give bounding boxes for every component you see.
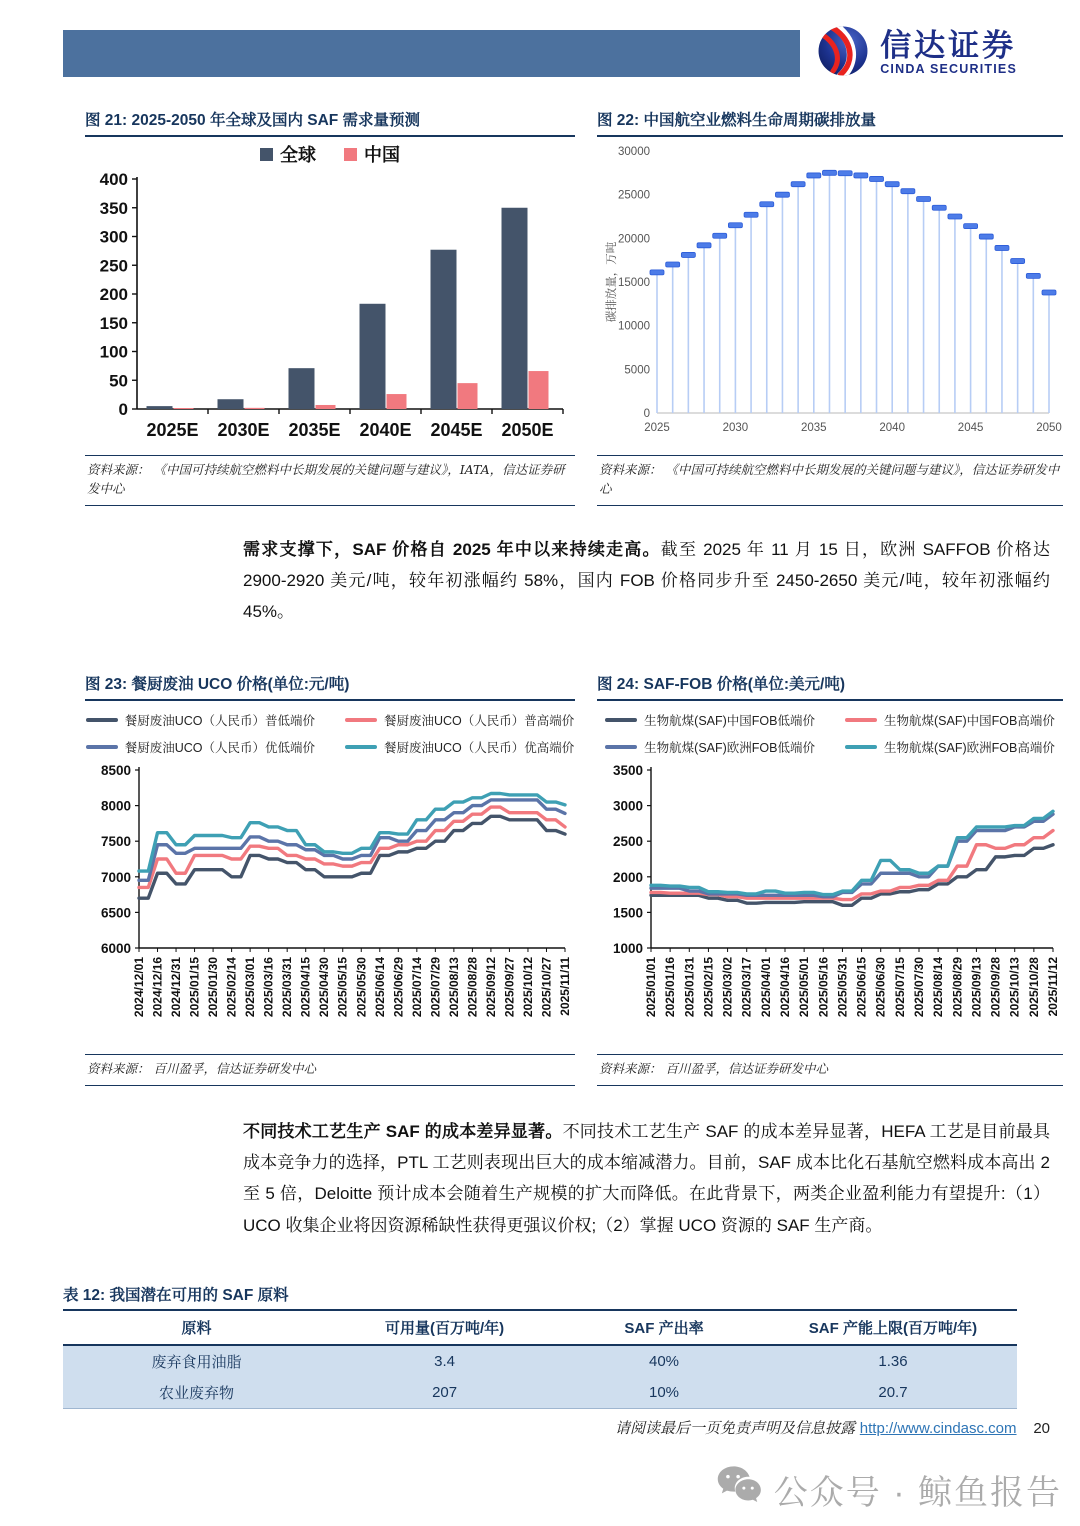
column-header: 原料 (63, 1311, 330, 1345)
paragraph-lead: 不同技术工艺生产 SAF 的成本差异显著。 (243, 1121, 563, 1141)
svg-text:2025/03/16: 2025/03/16 (261, 956, 276, 1017)
legend-label: 生物航煤(SAF)中国FOB低端价 (644, 713, 815, 728)
svg-text:碳排放量，万吨: 碳排放量，万吨 (606, 241, 618, 323)
svg-text:2025/07/30: 2025/07/30 (912, 956, 926, 1017)
wechat-icon (716, 1464, 762, 1515)
report-page (0, 26, 1080, 1526)
svg-text:150: 150 (99, 313, 128, 333)
legend-item (605, 711, 815, 729)
legend-item (845, 738, 1055, 756)
svg-text:2025/03/17: 2025/03/17 (739, 956, 754, 1017)
svg-text:2500: 2500 (612, 834, 643, 850)
column-header: SAF 产能上限(百万吨/年) (769, 1311, 1017, 1345)
brand-name-en: CINDA SECURITIES (880, 61, 1017, 76)
svg-text:20000: 20000 (618, 233, 650, 246)
legend-item (344, 141, 400, 167)
figure-21-legend (85, 139, 575, 169)
svg-text:2025/09/13: 2025/09/13 (969, 956, 984, 1017)
figure-row-2 (85, 672, 1063, 1086)
svg-text:2025/10/28: 2025/10/28 (1026, 956, 1041, 1017)
table-12-grid (63, 1311, 1017, 1409)
svg-text:2025/05/31: 2025/05/31 (835, 956, 850, 1017)
legend-label: 中国 (364, 145, 400, 165)
legend-item (260, 141, 316, 167)
figure-22-chart (597, 137, 1063, 453)
svg-text:2025/07/15: 2025/07/15 (892, 956, 907, 1017)
svg-text:5000: 5000 (624, 364, 650, 377)
svg-text:2025/08/14: 2025/08/14 (931, 956, 946, 1017)
table-cell: 20.7 (769, 1377, 1017, 1409)
svg-text:2025/01/30: 2025/01/30 (206, 956, 221, 1017)
legend-swatch (845, 745, 877, 749)
svg-text:2050E: 2050E (501, 420, 554, 440)
svg-text:2000: 2000 (612, 869, 643, 885)
figure-23-source: 资料来源： 百川盈孚，信达证券研发中心 (85, 1054, 575, 1086)
figure-21-title: 图 21: 2025-2050 年全球及国内 SAF 需求量预测 (85, 108, 575, 137)
table-12-title: 表 12: 我国潜在可用的 SAF 原料 (63, 1283, 1017, 1311)
svg-text:2025/07/14: 2025/07/14 (409, 956, 424, 1017)
figure-24-legend (597, 701, 1063, 762)
svg-text:2025/03/01: 2025/03/01 (243, 956, 258, 1017)
svg-text:2025/03/31: 2025/03/31 (280, 956, 295, 1017)
svg-text:2024/12/16: 2024/12/16 (150, 956, 165, 1017)
svg-text:2025/05/15: 2025/05/15 (335, 956, 350, 1017)
legend-swatch (345, 745, 377, 749)
svg-text:8000: 8000 (100, 798, 131, 814)
svg-text:2025/10/13: 2025/10/13 (1007, 956, 1022, 1017)
table-cell: 废弃食用油脂 (63, 1345, 330, 1377)
svg-text:2025/01/15: 2025/01/15 (187, 956, 202, 1017)
legend-swatch (845, 718, 877, 722)
figure-21-panel (85, 108, 575, 506)
legend-item (605, 738, 815, 756)
legend-swatch (605, 718, 637, 722)
svg-text:2025/11/11: 2025/11/11 (558, 956, 572, 1016)
figure-22-title: 图 22: 中国航空业燃料生命周期碳排放量 (597, 108, 1063, 137)
table-row (63, 1345, 1017, 1377)
figure-row-1 (85, 108, 1063, 506)
legend-swatch (86, 745, 118, 749)
svg-text:2035E: 2035E (288, 420, 341, 440)
paragraph-body: 不同技术工艺生产 SAF 的成本差异显著，HEFA 工艺是目前最具成本竞争力的选择，PTL 工艺则表现出巨大的成本缩减潜力。目前，SAF 成本比化石基航空燃料成本高出 2 至 5 倍，Deloitte 预计成本会随着生产规模的扩大而降低。在此背景下，两类企业盈利能力有望提升:（1）UCO 收集企业将因资源稀缺性获得更强议价权;（2）掌握 UCO 资源的 SAF 生产商。 (243, 1121, 1050, 1235)
page-footer (63, 1417, 1050, 1438)
legend-swatch (86, 718, 118, 722)
table-cell: 农业废弃物 (63, 1377, 330, 1409)
svg-text:2040: 2040 (879, 422, 905, 434)
svg-text:350: 350 (99, 198, 128, 218)
legend-item (845, 711, 1055, 729)
figure-21-source: 资料来源： 《中国可持续航空燃料中长期发展的关键问题与建议》，IATA，信达证券研发中心 (85, 455, 575, 506)
legend-item (86, 738, 315, 756)
legend-label: 生物航煤(SAF)欧洲FOB低端价 (644, 740, 815, 755)
svg-text:8500: 8500 (100, 762, 131, 778)
column-header: 可用量(百万吨/年) (330, 1311, 559, 1345)
figure-24-chart (597, 762, 1063, 1054)
svg-text:2025/04/16: 2025/04/16 (778, 956, 792, 1017)
svg-text:2025/05/30: 2025/05/30 (354, 956, 369, 1017)
legend-label: 生物航煤(SAF)中国FOB高端价 (884, 713, 1055, 728)
svg-text:3000: 3000 (612, 798, 643, 814)
svg-text:2025/01/01: 2025/01/01 (644, 956, 658, 1017)
svg-text:300: 300 (99, 227, 128, 247)
legend-swatch (605, 745, 637, 749)
svg-text:2045E: 2045E (430, 420, 483, 440)
svg-text:2025/03/02: 2025/03/02 (720, 956, 735, 1017)
watermark (63, 1464, 1062, 1515)
legend-label: 餐厨废油UCO（人民币）普高端价 (384, 713, 575, 728)
brand-name-cn: 信达证券 (880, 28, 1017, 64)
paragraph-body: 截至 2025 年 11 月 15 日，欧洲 SAFFOB 价格达 2900-2920 美元/吨，较年初涨幅约 58%，国内 FOB 价格同步升至 2450-2650 美元/吨，较年初涨幅约 45%。 (243, 539, 1050, 622)
legend-label: 生物航煤(SAF)欧洲FOB高端价 (884, 740, 1055, 755)
svg-text:2025/02/14: 2025/02/14 (224, 956, 239, 1017)
svg-text:2024/12/31: 2024/12/31 (169, 956, 184, 1017)
svg-text:2030E: 2030E (217, 420, 270, 440)
svg-text:2025/09/12: 2025/09/12 (483, 956, 498, 1017)
svg-text:15000: 15000 (618, 277, 650, 289)
figure-23-legend (85, 701, 575, 762)
figure-23-chart (85, 762, 575, 1054)
paragraph-lead: 需求支撑下，SAF 价格自 2025 年中以来持续走高。 (243, 539, 661, 559)
footer-disclaimer: 请阅读最后一页免责声明及信息披露 (615, 1419, 856, 1438)
svg-text:7000: 7000 (100, 869, 131, 885)
svg-text:2024/12/01: 2024/12/01 (132, 956, 146, 1017)
svg-text:100: 100 (99, 342, 128, 362)
svg-text:2025/01/16: 2025/01/16 (663, 956, 678, 1017)
legend-label: 餐厨废油UCO（人民币）优低端价 (124, 740, 315, 755)
svg-text:2025/08/29: 2025/08/29 (950, 956, 965, 1017)
svg-text:2025/07/29: 2025/07/29 (428, 956, 443, 1017)
table-cell: 40% (559, 1345, 769, 1377)
svg-text:2025/06/29: 2025/06/29 (391, 956, 406, 1017)
svg-text:1500: 1500 (612, 905, 643, 921)
watermark-text: 公众号 · 鲸鱼报告 (773, 1474, 1062, 1513)
svg-text:400: 400 (99, 170, 128, 189)
figure-23-panel (85, 672, 575, 1086)
legend-label: 全球 (280, 145, 316, 165)
svg-text:2025/10/27: 2025/10/27 (539, 956, 554, 1017)
svg-text:2025/04/01: 2025/04/01 (758, 956, 773, 1017)
svg-text:2025/02/15: 2025/02/15 (701, 956, 716, 1017)
svg-text:3500: 3500 (612, 762, 643, 778)
svg-text:2030: 2030 (722, 422, 749, 434)
legend-swatch (345, 718, 377, 722)
figure-22-panel (597, 108, 1063, 506)
figure-24-source: 资料来源： 百川盈孚，信达证券研发中心 (597, 1054, 1063, 1086)
figure-21-chart (85, 169, 575, 455)
svg-text:250: 250 (99, 256, 128, 276)
table-cell: 207 (330, 1377, 559, 1409)
figure-22-source: 资料来源： 《中国可持续航空燃料中长期发展的关键问题与建议》，信达证券研发中心 (597, 455, 1063, 506)
brand-logo (800, 24, 1017, 83)
table-header-row (63, 1311, 1017, 1345)
figure-23-title: 图 23: 餐厨废油 UCO 价格(单位:元/吨) (85, 672, 575, 701)
svg-text:2025/11/12: 2025/11/12 (1046, 956, 1060, 1017)
legend-label: 餐厨废油UCO（人民币）普低端价 (124, 713, 315, 728)
paragraph-saf-cost (243, 1116, 1050, 1242)
svg-text:25000: 25000 (618, 189, 650, 202)
figure-24-panel (597, 672, 1063, 1086)
svg-text:2025/09/27: 2025/09/27 (502, 956, 517, 1017)
svg-text:2025/09/28: 2025/09/28 (988, 956, 1003, 1017)
svg-text:2025/06/14: 2025/06/14 (372, 956, 387, 1017)
svg-text:1000: 1000 (612, 940, 643, 956)
svg-text:30000: 30000 (618, 146, 650, 158)
legend-label: 餐厨废油UCO（人民币）优高端价 (384, 740, 575, 755)
svg-text:2025/04/30: 2025/04/30 (317, 956, 332, 1017)
svg-text:2025/05/01: 2025/05/01 (797, 956, 812, 1017)
legend-item (86, 711, 315, 729)
paragraph-saf-price (243, 534, 1050, 628)
page-header (63, 26, 1017, 80)
svg-text:2025/05/16: 2025/05/16 (816, 956, 831, 1017)
svg-text:2035: 2035 (801, 422, 827, 434)
svg-text:2025/08/13: 2025/08/13 (446, 956, 461, 1017)
svg-text:2025/08/28: 2025/08/28 (465, 956, 480, 1017)
page-number: 20 (1033, 1420, 1050, 1438)
legend-swatch (344, 148, 357, 161)
svg-text:7500: 7500 (100, 834, 131, 850)
svg-text:2025/06/30: 2025/06/30 (873, 956, 888, 1017)
figure-24-title: 图 24: SAF-FOB 价格(单位:美元/吨) (597, 672, 1063, 701)
brand-name (880, 30, 1017, 76)
table-row (63, 1377, 1017, 1409)
footer-link[interactable]: http://www.cindasc.com (859, 1420, 1017, 1438)
legend-item (345, 711, 574, 729)
svg-text:2025/10/12: 2025/10/12 (520, 956, 535, 1017)
column-header: SAF 产出率 (559, 1311, 769, 1345)
svg-text:0: 0 (643, 408, 650, 420)
svg-text:200: 200 (99, 285, 128, 304)
svg-text:6500: 6500 (100, 905, 131, 921)
svg-text:6000: 6000 (100, 940, 131, 956)
svg-text:2025/01/31: 2025/01/31 (682, 956, 697, 1017)
svg-text:10000: 10000 (618, 320, 650, 333)
header-blue-bar (63, 30, 800, 77)
svg-text:2040E: 2040E (359, 420, 412, 440)
table-cell: 10% (559, 1377, 769, 1409)
table-cell: 3.4 (330, 1345, 559, 1377)
svg-text:2025/04/15: 2025/04/15 (298, 956, 313, 1017)
legend-swatch (260, 148, 273, 161)
cinda-logo-icon (816, 24, 870, 83)
table-cell: 1.36 (769, 1345, 1017, 1377)
svg-text:2025E: 2025E (146, 420, 199, 440)
svg-text:2025: 2025 (644, 422, 670, 434)
table-12 (63, 1283, 1017, 1409)
svg-text:2050: 2050 (1036, 422, 1062, 434)
svg-text:0: 0 (118, 400, 128, 419)
legend-item (345, 738, 574, 756)
svg-text:50: 50 (109, 371, 128, 391)
svg-text:2025/06/15: 2025/06/15 (854, 956, 869, 1017)
svg-text:2045: 2045 (957, 422, 984, 434)
